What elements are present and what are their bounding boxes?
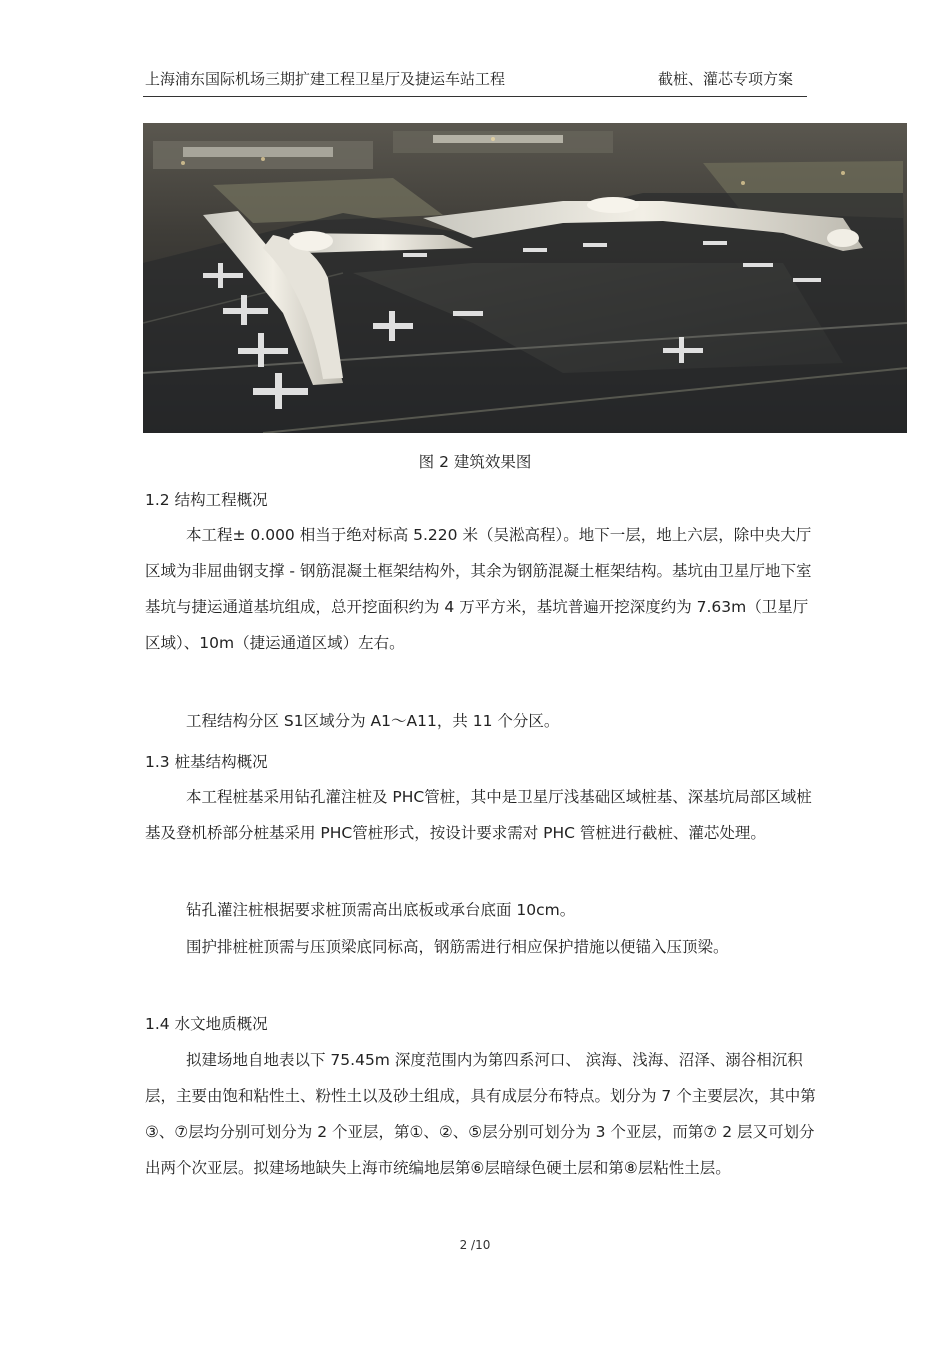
paragraph-structure-zones bbox=[145, 703, 817, 739]
paragraph-structure-overview bbox=[145, 517, 817, 661]
paragraph-text: 本工程± 0.000 相当于绝对标高 5.220 米（吴淞高程）。地下一层，地上六层，除中央大厅区域为非屈曲钢支撑 - 钢筋混凝土框架结构外，其余为钢筋混凝土框架结构。基坑由卫星厅地下室基坑与捷运通道基坑组成，总开挖面积约为 4 万平方米，基坑普遍开挖深度约为 7.63m（卫星厅区域）、10m（捷运通道区域）左右。 bbox=[145, 526, 812, 652]
section-heading-1-2: 1.2 结构工程概况 bbox=[145, 491, 268, 509]
paragraph-text: 钻孔灌注桩根据要求桩顶需高出底板或承台底面 10cm。 bbox=[186, 901, 576, 919]
page-number: 2 /10 bbox=[459, 1238, 491, 1252]
header-document-title: 截桩、灌芯专项方案 bbox=[657, 70, 793, 88]
paragraph-text: 本工程桩基采用钻孔灌注桩及 PHC管桩，其中是卫星厅浅基础区域桩基、深基坑局部区域桩基及登机桥部分桩基采用 PHC管桩形式，按设计要求需对 PHC 管桩进行截桩、灌芯处理。 bbox=[145, 788, 812, 842]
paragraph-geology bbox=[145, 1042, 817, 1186]
header-project-title: 上海浦东国际机场三期扩建工程卫星厅及捷运车站工程 bbox=[145, 70, 506, 88]
section-heading-1-4: 1.4 水文地质概况 bbox=[145, 1015, 268, 1033]
paragraph-text: 拟建场地自地表以下 75.45m 深度范围内为第四系河口、 滨海、浅海、沼泽、溺谷相沉积层，主要由饱和粘性土、粉性土以及砂土组成，具有成层分布特点。划分为 7 个主要层次，其中第③、⑦层均分别可划分为 2 个亚层，第①、②、⑤层分别可划分为 3 个亚层，而第⑦ 2 层又可划分出两个次亚层。拟建场地缺失上海市统编地层第⑥层暗绿色硬土层和第⑧层粘性土层。 bbox=[145, 1051, 816, 1177]
airport-rendering-illustration bbox=[143, 123, 907, 433]
architectural-rendering-image bbox=[143, 123, 907, 433]
paragraph-text: 工程结构分区 S1区域分为 A1～A11，共 11 个分区。 bbox=[186, 712, 560, 730]
section-heading-1-3: 1.3 桩基结构概况 bbox=[145, 753, 268, 771]
paragraph-text: 围护排桩桩顶需与压顶梁底同标高，钢筋需进行相应保护措施以便锚入压顶梁。 bbox=[186, 938, 729, 956]
figure-caption: 图 2 建筑效果图 bbox=[418, 453, 532, 471]
running-header bbox=[143, 62, 807, 97]
paragraph-retaining-pile bbox=[145, 929, 817, 965]
paragraph-bored-pile bbox=[145, 892, 817, 928]
paragraph-pile-types bbox=[145, 779, 817, 851]
